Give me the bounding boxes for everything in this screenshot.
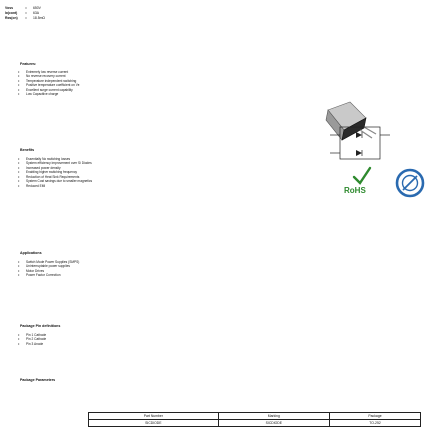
lead-free-badge-icon xyxy=(395,168,425,198)
rohs-mark xyxy=(344,166,372,195)
applications-title: Applications xyxy=(20,251,42,255)
bullet-icon: • xyxy=(18,173,20,179)
bullet-icon: • xyxy=(18,332,20,337)
spec-value: 650V xyxy=(33,6,41,10)
list-item-text: Power Factor Correction xyxy=(26,273,61,278)
spec-block xyxy=(5,6,75,21)
bullet-icon: • xyxy=(18,91,20,97)
list-item xyxy=(18,92,79,96)
list-item-text: System efficiency improvement over Si Diodes xyxy=(26,161,92,166)
spec-row-rds xyxy=(5,16,75,21)
spec-value: 63A xyxy=(33,10,40,15)
table-header-cell: Part Number xyxy=(89,413,219,420)
bullet-icon: • xyxy=(18,156,20,161)
features-title: Features: xyxy=(20,62,37,66)
rohs-label: RoHS xyxy=(344,186,366,195)
table-header-cell: Package xyxy=(330,413,421,420)
table-header-cell: Marking xyxy=(218,413,329,420)
bullet-icon: • xyxy=(18,86,20,92)
list-item-text: Positive temperature coefficient on Vᴇ xyxy=(26,83,80,88)
pin-definitions-list xyxy=(18,333,46,346)
bullet-icon: • xyxy=(18,272,20,278)
table-cell: SICDIODE xyxy=(89,420,219,427)
bullet-icon: • xyxy=(18,82,20,88)
list-item-text: Uninterruptable power supplies xyxy=(26,264,70,269)
table-row xyxy=(89,420,421,427)
bullet-icon: • xyxy=(18,336,20,342)
bullet-icon: • xyxy=(18,69,20,74)
table-cell: TO-252 xyxy=(330,420,421,427)
bullet-icon: • xyxy=(18,267,20,273)
benefits-title: Benefits xyxy=(20,148,35,152)
table-cell: SICDIODE xyxy=(218,420,329,427)
list-item-text: Pin 1 Cathode xyxy=(26,333,47,337)
features-list xyxy=(18,70,79,97)
spec-value: 18.5mΩ xyxy=(33,15,45,20)
pin-definitions-title: Package Pin definitions xyxy=(20,324,61,328)
spec-key: Vᴅss xyxy=(5,6,13,10)
bullet-icon: • xyxy=(18,77,20,83)
list-item-text: Low Capacitive charge xyxy=(26,92,59,97)
table-header-row xyxy=(89,413,421,420)
spec-equals: = xyxy=(25,10,27,15)
bullet-icon: • xyxy=(18,182,20,188)
list-item xyxy=(18,342,46,346)
list-item-text: Increased power density xyxy=(26,165,61,170)
list-item-text: No reverse recovery current xyxy=(26,74,66,79)
bullet-icon: • xyxy=(18,73,20,79)
bullet-icon: • xyxy=(18,178,20,184)
bullet-icon: • xyxy=(18,169,20,175)
spec-equals: = xyxy=(25,6,27,10)
list-item-text: Reduction of Heat Sink Requirements xyxy=(26,174,80,179)
package-parameters-title: Package Parameters xyxy=(20,378,56,382)
list-item-text: Motor Drives xyxy=(26,268,45,273)
list-item-text: Switch Mode Power Supplies (SMPS) xyxy=(26,260,80,264)
package-parameters-table xyxy=(88,412,421,427)
list-item-text: Extremely low reverse current xyxy=(26,70,69,74)
list-item-text: Pin 3 Anode xyxy=(26,341,44,346)
bullet-icon: • xyxy=(18,340,20,346)
spec-key: Rᴅs(on) xyxy=(5,15,18,20)
parameters-table xyxy=(88,412,421,427)
list-item-text: Reduced EMI xyxy=(26,183,46,188)
bullet-icon: • xyxy=(18,164,20,170)
list-item-text: Essentially No switching losses xyxy=(26,157,71,161)
list-item-text: Enabling higher switching frequency xyxy=(26,170,78,175)
list-item xyxy=(18,273,79,277)
rohs-check-icon xyxy=(352,166,372,186)
bullet-icon: • xyxy=(18,160,20,166)
bullet-icon: • xyxy=(18,259,20,264)
list-item xyxy=(18,184,92,188)
spec-equals: = xyxy=(25,15,27,20)
applications-list xyxy=(18,260,79,278)
benefits-list xyxy=(18,157,92,188)
list-item-text: Pin 2 Cathode xyxy=(26,337,47,342)
bullet-icon: • xyxy=(18,263,20,269)
list-item-text: System Cost savings due to smaller magnetics xyxy=(26,179,93,184)
list-item-text: Excellent surge current capability xyxy=(26,87,73,92)
spec-key: Iᴅ(cont) xyxy=(5,10,18,15)
diode-pinout-symbol xyxy=(330,125,410,163)
list-item-text: Temperature independent switching xyxy=(26,78,77,83)
